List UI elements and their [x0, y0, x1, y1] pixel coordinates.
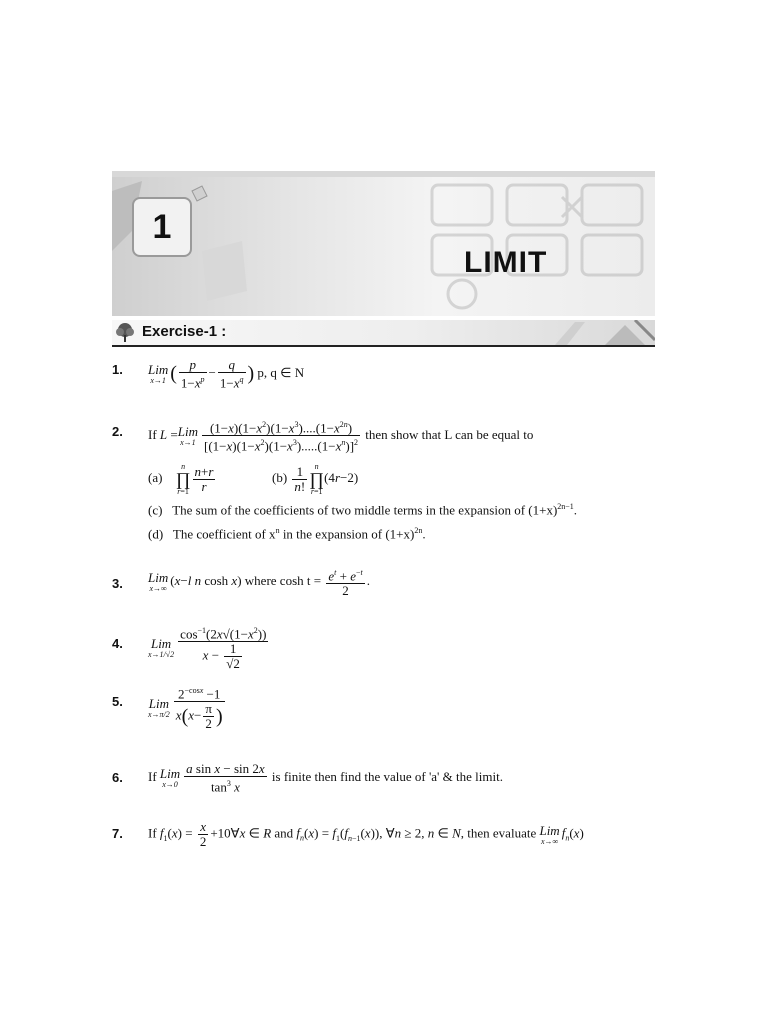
- period: .: [422, 526, 426, 542]
- option-c: [148, 502, 577, 518]
- question-body: [148, 624, 270, 671]
- fraction: $\frac{1}{n!}$: [294, 463, 306, 494]
- option-text-cont: in the expansion of (1+x): [279, 526, 415, 542]
- limit-operator: Lim x→π/2: [148, 695, 170, 719]
- fraction: $\frac{\text{a sin x − sin 2x}}{\tan^3 x}$: [186, 761, 265, 795]
- question-condition: p, q ∈ N: [257, 365, 305, 381]
- question-number: 5.: [112, 694, 123, 709]
- option-b: (b) $\frac{1}{n!}$ n ∏ r=1 (4r−2): [272, 462, 359, 496]
- question-body: [148, 762, 503, 794]
- question-number: 1.: [112, 362, 123, 377]
- question-3: [112, 566, 655, 602]
- option-label: (a): [148, 469, 163, 485]
- exercise-bar-decoration: [495, 320, 655, 345]
- question-number: 2.: [112, 424, 123, 439]
- where-text: where cosh t =: [244, 573, 322, 589]
- option-d: [148, 526, 426, 542]
- question-6: [112, 762, 655, 796]
- if-text: If: [148, 769, 157, 785]
- exercise-title: Exercise-1 :: [142, 323, 227, 340]
- limit-operator: Lim x→1/√2: [148, 635, 175, 659]
- question-1: [112, 358, 655, 390]
- period: .: [573, 502, 578, 518]
- question-4: [112, 624, 655, 672]
- option-label: (b): [272, 469, 288, 485]
- question-7: [112, 820, 655, 854]
- fraction: $\frac{x}{2}$: [199, 819, 207, 849]
- fraction: $\frac{p}{1-x^p}$: [180, 357, 205, 391]
- option-text: The coefficient of x: [172, 526, 276, 542]
- chapter-title: LIMIT: [464, 246, 548, 279]
- option-text: The sum of the coefficients of two middle terms in the expansion of (1+x): [172, 502, 558, 518]
- exponent: 2n: [414, 526, 423, 535]
- question-body: [148, 684, 227, 731]
- if-text: If: [148, 426, 157, 442]
- limit-operator: Lim x→1: [177, 423, 198, 447]
- question-body: If $f_1(x)$ = $\frac{x}{2}$ +10∀x ∈ R and $f_n(x) = f_1(f_{n-1}(x))$, ∀n ≥ 2, n ∈ N, then evaluate Lim x→∞ $f_n(x)$: [148, 819, 584, 849]
- chapter-number: 1: [152, 207, 172, 246]
- tree-icon: [114, 322, 136, 344]
- question-text: is finite then find the value of 'a' & the limit.: [271, 769, 503, 785]
- question-5: [112, 684, 655, 734]
- question-number: 3.: [112, 576, 123, 591]
- exponent: 2n−1: [557, 502, 574, 511]
- option-a: (a) n ∏ r=1 $\frac{n+r}{r}$: [148, 462, 214, 496]
- then-text: , then evaluate: [460, 825, 537, 841]
- fraction: $\frac{e^t + e^{-t}}{2}$: [328, 568, 363, 599]
- fraction: $\frac{q}{1-x^q}$: [219, 357, 244, 391]
- limit-operator: Lim x→∞: [539, 822, 560, 846]
- question-body: Lim x→∞ (x−l n cosh x) where cosh t = $\frac{e^t + e^{-t}}{2}$ .: [148, 568, 370, 599]
- limit-operator: Lim x→1: [148, 362, 169, 386]
- fraction: $\frac{n+r}{r}$: [194, 463, 214, 494]
- chapter-banner: [112, 171, 655, 316]
- fraction: $2^{-cosx} -1$ x(x− $\frac{\pi}{2}$ ): [175, 686, 223, 732]
- exercise-header: [112, 320, 655, 347]
- question-number: 7.: [112, 826, 123, 841]
- if-text: If: [148, 825, 157, 841]
- fraction: $\frac{(1-x)(1-x^2)(1-x^3)....(1-x^{2n})}{[(1-x)(1-x^2)(1-x^3).....(1-x^n)]^2}$: [203, 420, 359, 454]
- and-text: and: [274, 825, 294, 841]
- exponent: n: [275, 526, 280, 535]
- question-number: 6.: [112, 770, 123, 785]
- fraction: $\cos^{-1}(2x√(1-x^2))$ x − $\frac{1}{√2}$: [180, 626, 267, 672]
- question-number: 4.: [112, 636, 123, 651]
- limit-operator: Lim x→0: [159, 766, 181, 790]
- question-body: Lim x→1 ( $\frac{p}{1-x^p}$ − $\frac{q}{1-x^q}$ ) p, q ∈ N: [148, 357, 305, 391]
- limit-operator: Lim x→∞: [148, 570, 169, 594]
- option-label: (c): [148, 502, 163, 518]
- question-text: then show that L can be equal to: [365, 426, 534, 442]
- option-label: (d): [148, 526, 164, 542]
- question-2: [112, 418, 655, 546]
- chapter-number-box: [132, 197, 192, 257]
- question-body: If L = Lim x→1 $\frac{(1-x)(1-x^2)(1-x^3)....(1-x^{2n})}{[(1-x)(1-x^2)(1-x^3).....(1-x^n)]^2}$ then show that L can be equal to: [148, 420, 534, 454]
